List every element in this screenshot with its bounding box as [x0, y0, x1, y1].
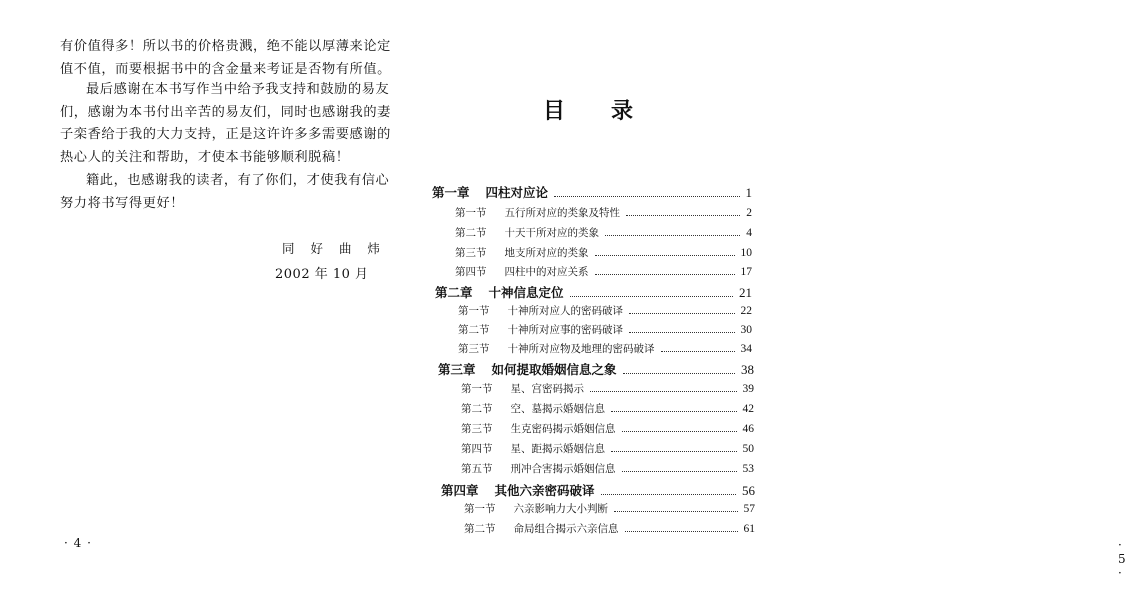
- toc-page-number: 46: [742, 423, 754, 435]
- toc-page-number: 17: [740, 266, 752, 278]
- toc-section[interactable]: [455, 264, 752, 279]
- toc-page-number: 61: [743, 523, 755, 535]
- toc-section[interactable]: [461, 421, 754, 436]
- toc-page-number: 34: [740, 343, 752, 355]
- toc-page-number: 2: [746, 207, 752, 219]
- toc-section-title: 十神所对应物及地理的密码破译: [507, 343, 655, 355]
- toc-section[interactable]: [464, 521, 755, 536]
- toc-section-title: 星、宫密码揭示: [510, 383, 584, 395]
- toc-chapter-title: 十神信息定位: [488, 285, 564, 300]
- toc-page-number: 56: [742, 483, 755, 498]
- toc-chapter-title: 如何提取婚姻信息之象: [491, 362, 617, 377]
- toc-section-label: 第三节: [461, 423, 493, 435]
- toc-leader-dots: [661, 351, 735, 352]
- toc-leader-dots: [623, 373, 735, 374]
- preface-paragraph-1: 有价值得多！所以书的价格贵溅，绝不能以厚薄来论定值不值，而要根据书中的含金量来考证是否物有所值。: [60, 39, 391, 77]
- toc-chapter[interactable]: [432, 183, 752, 201]
- toc-section-label: 第二节: [461, 403, 493, 415]
- toc-section[interactable]: [455, 225, 752, 240]
- toc-page-number: 21: [739, 285, 752, 300]
- author-signature: 同 好 曲 炜: [282, 241, 386, 256]
- toc-page-number: 57: [743, 503, 755, 515]
- toc-section-label: 第一节: [458, 305, 490, 317]
- toc-section[interactable]: [455, 205, 752, 220]
- toc-leader-dots: [611, 451, 737, 452]
- toc-chapter[interactable]: [438, 360, 754, 378]
- toc-section[interactable]: [458, 303, 752, 318]
- toc-section-label: 第四节: [461, 443, 493, 455]
- toc-leader-dots: [626, 215, 740, 216]
- page-number-left: · 4 ·: [64, 536, 92, 550]
- page-number-right: · 5 ·: [1118, 538, 1127, 580]
- toc-section-label: 第二节: [458, 324, 490, 336]
- toc-section-label: 第二节: [464, 523, 496, 535]
- toc-section-title: 五行所对应的类象及特性: [504, 207, 620, 219]
- toc-chapter-title: 其他六亲密码破译: [494, 483, 595, 498]
- toc-leader-dots: [570, 296, 733, 297]
- toc-section[interactable]: [461, 441, 754, 456]
- toc-chapter-label: 第一章: [432, 185, 470, 200]
- toc-title: 目录: [543, 99, 680, 124]
- toc-page-number: 4: [746, 227, 752, 239]
- toc-section-title: 星、距揭示婚姻信息: [510, 443, 605, 455]
- toc-leader-dots: [605, 235, 740, 236]
- toc-page-number: 38: [741, 362, 754, 377]
- toc-section-title: 四柱中的对应关系: [504, 266, 589, 278]
- toc-page-number: 39: [742, 383, 754, 395]
- toc-leader-dots: [622, 431, 737, 432]
- toc-section[interactable]: [458, 341, 752, 356]
- toc-leader-dots: [625, 531, 738, 532]
- toc-section-title: 六亲影响力大小判断: [513, 503, 608, 515]
- toc-page-number: 22: [740, 305, 752, 317]
- toc-section-label: 第一节: [464, 503, 496, 515]
- toc-section[interactable]: [464, 501, 755, 516]
- toc-section-title: 命局组合揭示六亲信息: [513, 523, 619, 535]
- toc-section-title: 空、墓揭示婚姻信息: [510, 403, 605, 415]
- toc-page-number: 50: [742, 443, 754, 455]
- preface-paragraph-2: 最后感谢在本书写作当中给予我支持和鼓励的易友们，感谢为本书付出辛苦的易友们，同时也感谢我的妻子栾香给于我的大力支持，正是这许许多多需要感谢的热心人的关注和帮助，才使本书能够顺利脱稿！: [60, 82, 391, 165]
- toc-page-number: 10: [740, 247, 752, 259]
- toc-chapter-label: 第四章: [441, 483, 479, 498]
- toc-section[interactable]: [461, 461, 754, 476]
- toc-section-label: 第三节: [458, 343, 490, 355]
- left-page: [0, 0, 400, 594]
- preface-date: 2002 年 10 月: [275, 267, 369, 282]
- toc-leader-dots: [629, 332, 735, 333]
- toc-chapter-title: 四柱对应论: [485, 185, 549, 200]
- toc-leader-dots: [595, 255, 735, 256]
- toc-page-number: 1: [745, 185, 752, 200]
- toc-section-title: 地支所对应的类象: [504, 247, 589, 259]
- toc-leader-dots: [590, 391, 737, 392]
- toc-section-label: 第一节: [461, 383, 493, 395]
- toc-section-label: 第三节: [455, 247, 487, 259]
- toc-chapter-label: 第二章: [435, 285, 473, 300]
- toc-section-title: 十神所对应事的密码破译: [507, 324, 623, 336]
- toc-section-label: 第二节: [455, 227, 487, 239]
- toc-section-title: 刑冲合害揭示婚姻信息: [510, 463, 616, 475]
- toc-section-title: 十神所对应人的密码破译: [507, 305, 623, 317]
- toc-page-number: 53: [742, 463, 754, 475]
- toc-section-title: 十天干所对应的类象: [504, 227, 599, 239]
- toc-section-label: 第四节: [455, 266, 487, 278]
- toc-leader-dots: [622, 471, 737, 472]
- toc-page-number: 42: [742, 403, 754, 415]
- preface-paragraph-3: 籍此，也感谢我的读者，有了你们，才使我有信心努力将书写得更好！: [60, 173, 390, 211]
- toc-section[interactable]: [461, 401, 754, 416]
- toc-leader-dots: [595, 274, 735, 275]
- toc-leader-dots: [629, 313, 735, 314]
- toc-section[interactable]: [455, 245, 752, 260]
- toc-section[interactable]: [458, 322, 752, 337]
- toc-section[interactable]: [461, 381, 754, 396]
- toc-leader-dots: [611, 411, 737, 412]
- toc-leader-dots: [554, 196, 739, 197]
- toc-section-label: 第一节: [455, 207, 487, 219]
- toc-chapter-label: 第三章: [438, 362, 476, 377]
- toc-chapter[interactable]: [435, 283, 752, 301]
- toc-section-label: 第五节: [461, 463, 493, 475]
- toc-section-title: 生克密码揭示婚姻信息: [510, 423, 616, 435]
- toc-leader-dots: [614, 511, 738, 512]
- toc-leader-dots: [601, 494, 736, 495]
- toc-page-number: 30: [740, 324, 752, 336]
- toc-chapter[interactable]: [441, 481, 755, 499]
